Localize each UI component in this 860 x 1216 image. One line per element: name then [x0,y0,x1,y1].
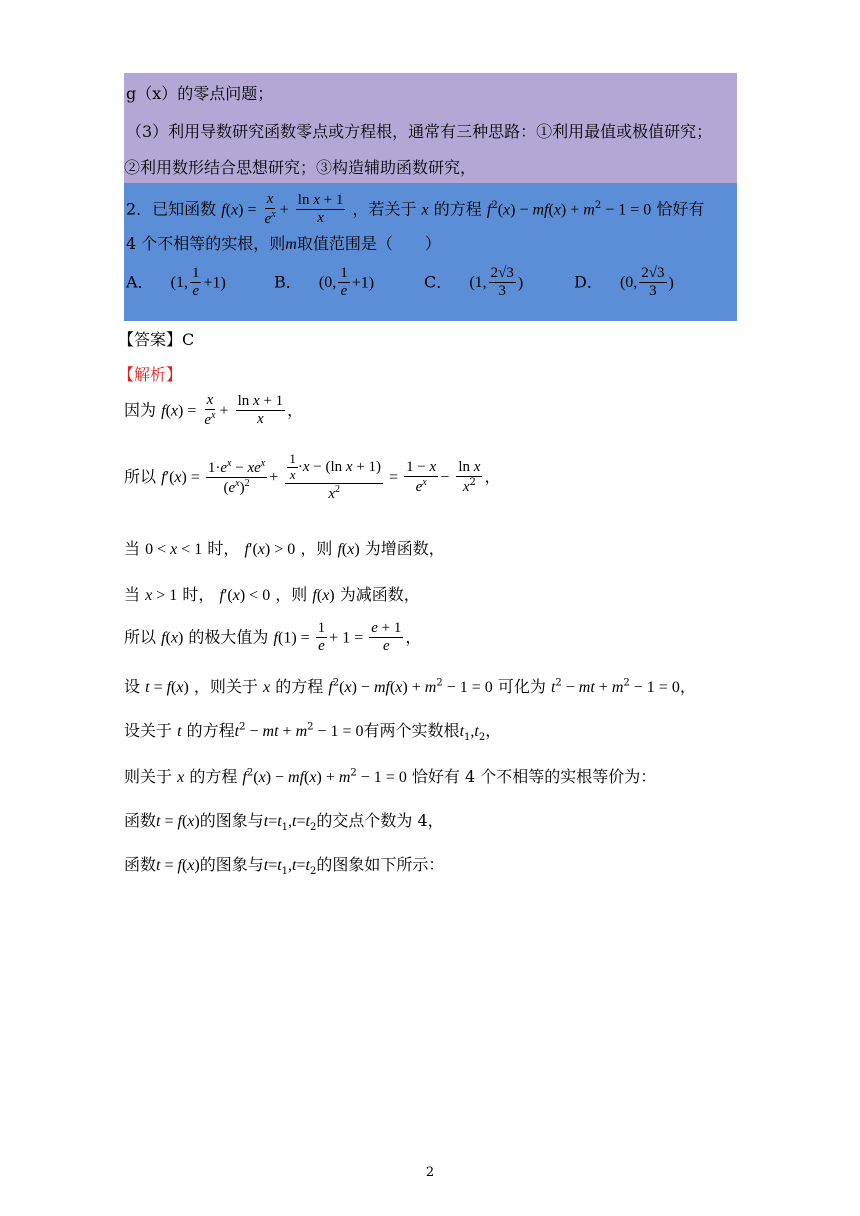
then2-text: ，则 [275,585,308,604]
option-d[interactable]: D． (0, $\frac{2√3}{3}$ ) [574,265,674,300]
func2-mid-text: 的图象与 [199,855,264,874]
func2-post-text: 的图象如下所示： [316,855,445,874]
option-d-label: D． [574,272,603,292]
solution-line-max: 所以 f(x) 的极大值为 f(1) = $\frac{1}{e}$ + 1 = $\frac{e + 1}{e}$ ， [124,620,422,655]
func1-mid-text: 的图象与 [199,811,264,830]
equiv-mid-text: 的方程 [189,767,238,786]
option-b[interactable]: B． (0, $\frac{1}{e}$ +1) [274,265,375,300]
so-text: 所以 [124,467,157,487]
set-t3-text: 的方程 [275,677,324,696]
func1-pre-text: 函数 [124,811,157,830]
question-mid: ，若关于 [352,199,417,219]
answer-line [118,327,194,350]
when1b-text: 时， [207,539,240,558]
question-block [124,183,737,321]
when2b-text: 时， [182,585,215,604]
solution-line-because: 因为 f(x) = $\frac{x}{e^x}$ + $\frac{\text{ln x + 1}}{x}$ ， [124,392,304,429]
func1-post-text: 的交点个数为 4， [316,811,444,830]
solution-line-roots: 设关于 t 的方程$t^2$ − mt + $m^2 - 1 = 0$有两个实数根$t_1,t_2$， [124,721,502,744]
solution-line-derivative: 所以 f′(x) = $\frac{1\cdot e^x - xe^x}{(e^x)^2}$ + $\frac{1}{x}$ ·x − (ln x + 1) $x^2$ = $\frac{1 - x}{e^x}$ − $\frac{\text{ln x}}{x^2}$ ， [124,451,501,502]
solution-line-equivalence: 则关于 x 的方程 $f^2(x) - mf(x) + m^2 - 1 = 0$ 恰好有 4 个不相等的实根等价为： [124,767,657,786]
hint-line-1: g（x）的零点问题； [126,84,274,103]
because-text: 因为 [124,400,157,420]
equiv-pre-text: 则关于 [124,767,173,786]
inc-text: 为增函数， [364,539,445,558]
question-suffix: 恰好有 [656,199,705,219]
dec-text: 为减函数， [339,585,420,604]
roots-post-text: 有两个实数根 [363,721,460,740]
roots-pre-text: 设关于 [124,721,173,740]
option-b-label: B． [274,272,302,292]
then-text: ，则 [300,539,333,558]
solution-line-set-t: 设 t = f(x) ，则关于 x 的方程 $f^2(x) - mf(x) + m^2 - 1 = 0$ 可化为 $t^2$ − mt + $m^2 - 1 = 0$， [124,677,696,696]
question-line2b-text: 取值范围是（ ） [296,234,441,253]
solution-line-graph-intro: 函数t = f(x)的图象与$t=t_1,t=t_2$的图象如下所示： [124,855,445,878]
hint-line-2: （3）利用导数研究函数零点或方程根，通常有三种思路：①利用最值或极值研究； [126,122,713,141]
hint-line-3: ②利用数形结合思想研究；③构造辅助函数研究， [124,158,477,177]
set-t2-text: ，则关于 [193,677,258,696]
option-a-label: A． [126,272,154,292]
page-number: 2 [425,1165,435,1180]
question-line2-text: 4 个不相等的实根，则 [126,234,286,253]
option-c[interactable]: C． (1, $\frac{2√3}{3}$ ) [424,265,524,300]
max-mid-text: 的极大值为 [188,627,269,647]
question-line-1: 2．已知函数 f(x) = $\frac{x}{e^x}$ + $\frac{\text{ln x + 1}}{x}$ ，若关于 x 的方程 $f^2(x) - mf(x) + m^2 - 1 = 0$ 恰好有 [126,191,705,228]
analysis-label: 【解析】 [118,365,183,384]
solution-line-decreasing: 当 x > 1 时， f′(x) < 0 ，则 f(x) 为减函数， [124,585,420,604]
question-mid2: 的方程 [433,199,482,219]
question-prefix: 2．已知函数 [126,199,217,219]
func2-pre-text: 函数 [124,855,157,874]
answer-label: 【答案】 [118,330,183,349]
when1-text: 当 [124,539,141,558]
solution-line-intersections: 函数t = f(x)的图象与$t=t_1,t=t_2$的交点个数为 4， [124,811,444,834]
roots-mid-text: 的方程 [186,721,235,740]
answer-value: C [182,330,195,349]
max-pre-text: 所以 [124,627,157,647]
option-a[interactable]: A． (1, $\frac{1}{e}$ +1) [126,265,226,300]
set-t4-text: 可化为 [497,677,546,696]
equiv-post-text: 恰好有 4 个不相等的实根等价为： [411,767,657,786]
hint-block [124,73,737,183]
set-t-text: 设 [124,677,141,696]
solution-line-increasing: 当 0 < x < 1 时， f′(x) > 0 ，则 f(x) 为增函数， [124,539,445,558]
when2-text: 当 [124,585,141,604]
question-line-2: 4 个不相等的实根，则m取值范围是（ ） [126,234,441,253]
option-c-label: C． [424,272,453,292]
